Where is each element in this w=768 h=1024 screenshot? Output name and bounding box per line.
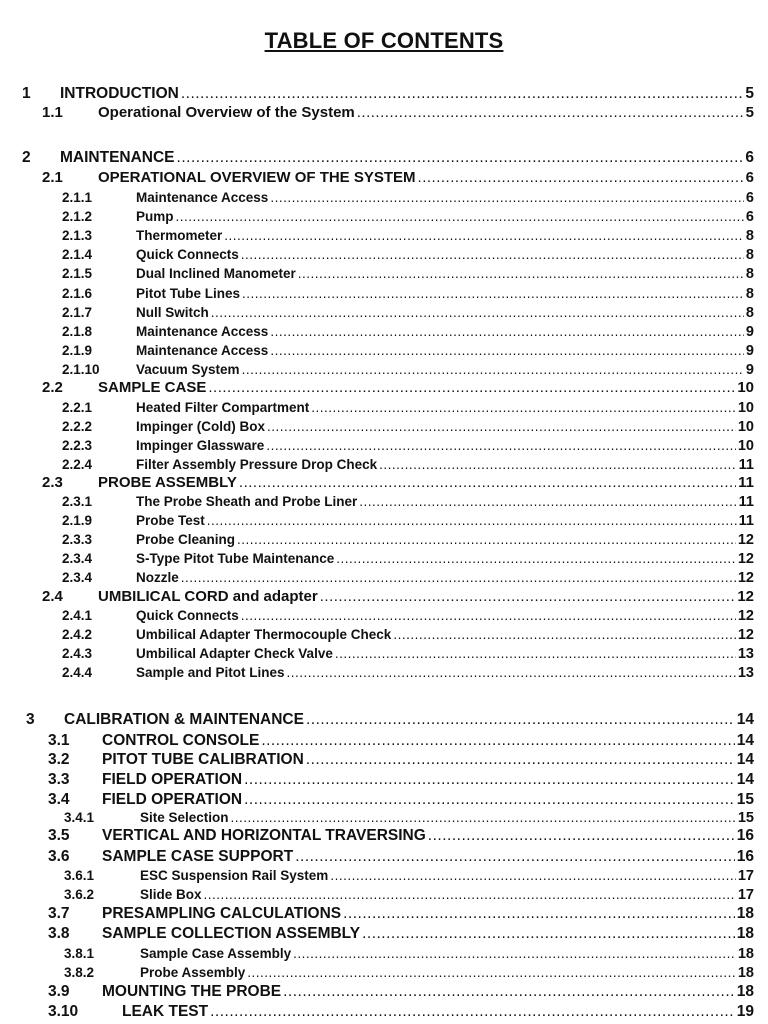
toc-entry-subsection[interactable] bbox=[0, 436, 768, 455]
dot-leader bbox=[335, 644, 736, 663]
toc-page-number: 8 bbox=[745, 305, 754, 321]
toc-section-number: 2 bbox=[22, 149, 31, 166]
toc-section-number: 2.2.1 bbox=[62, 400, 93, 415]
toc-entry-section[interactable] bbox=[0, 473, 768, 492]
dot-leader bbox=[204, 885, 736, 904]
toc-entry-section[interactable] bbox=[0, 750, 768, 769]
toc-page-number: 13 bbox=[737, 646, 754, 662]
dot-leader bbox=[210, 1002, 735, 1021]
dot-leader bbox=[287, 663, 736, 682]
toc-page-number: 12 bbox=[737, 532, 754, 548]
toc-page-number: 6 bbox=[745, 149, 754, 166]
toc-page-number: 15 bbox=[737, 810, 754, 826]
toc-section-number: 3.6.1 bbox=[64, 868, 95, 883]
toc-section-title: FIELD OPERATION bbox=[102, 771, 243, 788]
dot-leader bbox=[283, 982, 735, 1001]
toc-entry-subsection[interactable] bbox=[0, 245, 768, 264]
dot-leader bbox=[336, 549, 736, 568]
toc-entry-subsection[interactable] bbox=[0, 644, 768, 663]
dot-leader bbox=[362, 924, 735, 943]
toc-page-number: 16 bbox=[736, 827, 754, 844]
toc-section-title: Heated Filter Compartment bbox=[136, 400, 310, 415]
toc-section-title: Maintenance Access bbox=[136, 190, 269, 205]
toc-section-number: 2.1.4 bbox=[62, 247, 93, 262]
toc-section-title: Vacuum System bbox=[136, 362, 240, 377]
toc-section-title: INTRODUCTION bbox=[60, 85, 179, 102]
toc-section-title: Sample Case Assembly bbox=[140, 946, 292, 961]
toc-entry-subsection[interactable] bbox=[0, 284, 768, 303]
dot-leader bbox=[244, 790, 735, 809]
toc-entry-chapter[interactable] bbox=[0, 710, 768, 729]
dot-leader bbox=[211, 303, 744, 322]
dot-leader bbox=[231, 808, 736, 827]
dot-leader bbox=[295, 847, 735, 866]
dot-leader bbox=[330, 866, 736, 885]
toc-section-title: LEAK TEST bbox=[122, 1003, 209, 1020]
toc-entry-subsection[interactable] bbox=[0, 549, 768, 568]
toc-section-number: 2.1.2 bbox=[62, 209, 93, 224]
toc-section-number: 2.1.6 bbox=[62, 286, 93, 301]
toc-page-number: 19 bbox=[736, 1003, 754, 1020]
toc-section-title: VERTICAL AND HORIZONTAL TRAVERSING bbox=[102, 827, 426, 844]
toc-section-title: Thermometer bbox=[136, 228, 223, 243]
toc-section-title: SAMPLE COLLECTION ASSEMBLY bbox=[102, 925, 361, 942]
toc-section-title: Quick Connects bbox=[136, 608, 239, 623]
toc-entry-section[interactable] bbox=[0, 924, 768, 943]
dot-leader bbox=[379, 455, 737, 474]
toc-page-number: 11 bbox=[738, 474, 754, 491]
toc-page-number: 11 bbox=[738, 494, 754, 510]
toc-section-title: Filter Assembly Pressure Drop Check bbox=[136, 457, 378, 472]
toc-section-title: Impinger (Cold) Box bbox=[136, 419, 265, 434]
toc-entry-section[interactable] bbox=[0, 826, 768, 845]
toc-section-title: Nozzle bbox=[136, 570, 179, 585]
toc-section-title: Umbilical Adapter Check Valve bbox=[136, 646, 333, 661]
dot-leader bbox=[237, 530, 736, 549]
toc-section-title: Impinger Glassware bbox=[136, 438, 265, 453]
toc-page-number: 5 bbox=[745, 85, 754, 102]
toc-entry-subsection[interactable] bbox=[0, 963, 768, 982]
toc-page-number: 6 bbox=[745, 209, 754, 225]
dot-leader bbox=[270, 322, 744, 341]
toc-page-number: 9 bbox=[745, 324, 754, 340]
toc-section-number: 2.2.2 bbox=[62, 419, 93, 434]
dot-leader bbox=[311, 398, 736, 417]
toc-page-number: 18 bbox=[736, 925, 754, 942]
toc-section-number: 3.8 bbox=[48, 925, 70, 942]
toc-entry-subsection[interactable] bbox=[0, 663, 768, 682]
toc-section-title: SAMPLE CASE bbox=[98, 379, 207, 396]
toc-entry-section[interactable] bbox=[0, 378, 768, 397]
dot-leader bbox=[181, 84, 744, 103]
toc-section-number: 1.1 bbox=[42, 104, 63, 121]
toc-section-number: 3.3 bbox=[48, 771, 70, 788]
toc-section-number: 2.4 bbox=[42, 588, 63, 605]
dot-leader bbox=[306, 710, 735, 729]
toc-section-title: Probe Cleaning bbox=[136, 532, 236, 547]
toc-entry-section[interactable] bbox=[0, 904, 768, 923]
toc-page-number: 12 bbox=[737, 627, 754, 643]
toc-page-number: 10 bbox=[737, 400, 754, 416]
dot-leader bbox=[208, 378, 735, 397]
toc-page-number: 17 bbox=[737, 868, 754, 884]
toc-entry-subsection[interactable] bbox=[0, 866, 768, 885]
toc-page-number: 14 bbox=[736, 771, 754, 788]
toc-entry-subsection[interactable] bbox=[0, 511, 768, 530]
toc-section-number: 2.2 bbox=[42, 379, 63, 396]
toc-section-title: Null Switch bbox=[136, 305, 209, 320]
toc-entry-subsection[interactable] bbox=[0, 808, 768, 827]
toc-page-number: 17 bbox=[737, 887, 754, 903]
toc-section-title: Probe Test bbox=[136, 513, 205, 528]
toc-entry-subsection[interactable] bbox=[0, 944, 768, 963]
toc-section-number: 2.4.4 bbox=[62, 665, 93, 680]
toc-entry-subsection[interactable] bbox=[0, 207, 768, 226]
toc-section-title: Quick Connects bbox=[136, 247, 239, 262]
toc-section-number: 2.2.3 bbox=[62, 438, 93, 453]
toc-section-title: Dual Inclined Manometer bbox=[136, 266, 296, 281]
toc-entry-section[interactable] bbox=[0, 103, 768, 122]
toc-page-number: 12 bbox=[737, 551, 754, 567]
toc-section-number: 3 bbox=[26, 711, 35, 728]
dot-leader bbox=[176, 207, 744, 226]
toc-entry-section[interactable] bbox=[0, 847, 768, 866]
toc-entry-subsection[interactable] bbox=[0, 625, 768, 644]
toc-section-number: 2.4.2 bbox=[62, 627, 93, 642]
dot-leader bbox=[393, 625, 736, 644]
toc-section-title: The Probe Sheath and Probe Liner bbox=[136, 494, 358, 509]
toc-entry-subsection[interactable] bbox=[0, 188, 768, 207]
toc-section-number: 2.3.3 bbox=[62, 532, 93, 547]
toc-section-number: 2.3.4 bbox=[62, 551, 93, 566]
toc-page-number: 14 bbox=[736, 751, 754, 768]
toc-section-number: 3.8.1 bbox=[64, 946, 95, 961]
toc-section-number: 2.1.10 bbox=[62, 362, 100, 377]
toc-page-number: 12 bbox=[737, 570, 754, 586]
toc-entry-section[interactable] bbox=[0, 587, 768, 606]
toc-section-title: OPERATIONAL OVERVIEW OF THE SYSTEM bbox=[98, 169, 416, 186]
toc-section-title: CONTROL CONSOLE bbox=[102, 732, 260, 749]
toc-entry-subsection[interactable] bbox=[0, 455, 768, 474]
toc-entry-subsection[interactable] bbox=[0, 264, 768, 283]
toc-section-number: 3.6 bbox=[48, 848, 70, 865]
toc-page-number: 18 bbox=[736, 905, 754, 922]
toc-section-number: 3.5 bbox=[48, 827, 70, 844]
page-title: TABLE OF CONTENTS bbox=[264, 28, 504, 53]
toc-section-title: Operational Overview of the System bbox=[98, 104, 355, 121]
toc-section-number: 2.2.4 bbox=[62, 457, 93, 472]
toc-entry-subsection[interactable] bbox=[0, 398, 768, 417]
toc-page-number: 11 bbox=[738, 457, 754, 473]
toc-section-number: 3.8.2 bbox=[64, 965, 95, 980]
toc-section-title: FIELD OPERATION bbox=[102, 791, 243, 808]
toc-entry-subsection[interactable] bbox=[0, 492, 768, 511]
dot-leader bbox=[418, 168, 744, 187]
toc-page-number: 9 bbox=[745, 362, 754, 378]
toc-entry-section[interactable] bbox=[0, 982, 768, 1001]
toc-section-number: 3.4 bbox=[48, 791, 70, 808]
toc-page-number: 8 bbox=[745, 228, 754, 244]
toc-entry-subsection[interactable] bbox=[0, 226, 768, 245]
toc-page-number: 9 bbox=[745, 343, 754, 359]
toc-section-number: 2.1.5 bbox=[62, 266, 93, 281]
toc-section-number: 3.2 bbox=[48, 751, 70, 768]
toc-page-number: 8 bbox=[745, 247, 754, 263]
toc-entry-subsection[interactable] bbox=[0, 303, 768, 322]
toc-section-title: PITOT TUBE CALIBRATION bbox=[102, 751, 304, 768]
dot-leader bbox=[267, 417, 736, 436]
toc-section-title: Pump bbox=[136, 209, 174, 224]
toc-page-number: 6 bbox=[745, 190, 754, 206]
toc-page-number: 18 bbox=[736, 983, 754, 1000]
toc-section-title: MOUNTING THE PROBE bbox=[102, 983, 282, 1000]
dot-leader bbox=[244, 770, 735, 789]
dot-leader bbox=[293, 944, 736, 963]
dot-leader bbox=[242, 360, 744, 379]
toc-section-title: SAMPLE CASE SUPPORT bbox=[102, 848, 294, 865]
dot-leader bbox=[306, 750, 735, 769]
toc-entry-chapter[interactable] bbox=[0, 84, 768, 103]
toc-page-number: 18 bbox=[737, 965, 754, 981]
toc-section-number: 2.1.3 bbox=[62, 228, 93, 243]
dot-leader bbox=[242, 284, 744, 303]
toc-section-title: Umbilical Adapter Thermocouple Check bbox=[136, 627, 392, 642]
toc-entry-chapter[interactable] bbox=[0, 148, 768, 167]
dot-leader bbox=[266, 436, 736, 455]
toc-entry-subsection[interactable] bbox=[0, 417, 768, 436]
toc-section-number: 3.4.1 bbox=[64, 810, 95, 825]
toc-section-number: 3.10 bbox=[48, 1003, 79, 1020]
dot-leader bbox=[298, 264, 744, 283]
toc-section-title: S-Type Pitot Tube Maintenance bbox=[136, 551, 335, 566]
toc-entry-subsection[interactable] bbox=[0, 885, 768, 904]
dot-leader bbox=[343, 904, 735, 923]
toc-section-number: 2.1.1 bbox=[62, 190, 93, 205]
toc-section-title: Site Selection bbox=[140, 810, 229, 825]
toc-entry-section[interactable] bbox=[0, 790, 768, 809]
toc-entry-section[interactable] bbox=[0, 770, 768, 789]
dot-leader bbox=[270, 188, 744, 207]
toc-page-number: 10 bbox=[737, 438, 754, 454]
toc-entry-subsection[interactable] bbox=[0, 568, 768, 587]
dot-leader bbox=[261, 731, 734, 750]
toc-page-number: 14 bbox=[736, 711, 754, 728]
toc-entry-subsection[interactable] bbox=[0, 606, 768, 625]
toc-entry-section[interactable] bbox=[0, 168, 768, 187]
toc-section-number: 2.3.1 bbox=[62, 494, 93, 509]
toc-page-number: 5 bbox=[745, 104, 754, 121]
dot-leader bbox=[241, 245, 744, 264]
toc-section-number: 3.9 bbox=[48, 983, 70, 1000]
dot-leader bbox=[359, 492, 736, 511]
dot-leader bbox=[177, 148, 744, 167]
toc-section-title: PRESAMPLING CALCULATIONS bbox=[102, 905, 342, 922]
toc-section-number: 2.4.3 bbox=[62, 646, 93, 661]
dot-leader bbox=[270, 341, 744, 360]
toc-section-title: Maintenance Access bbox=[136, 324, 269, 339]
toc-page-number: 10 bbox=[737, 419, 754, 435]
toc-section-number: 3.7 bbox=[48, 905, 70, 922]
toc-page-number: 6 bbox=[745, 169, 754, 186]
toc-page-number: 12 bbox=[737, 588, 754, 605]
toc-section-number: 2.4.1 bbox=[62, 608, 93, 623]
toc-section-number: 2.3.4 bbox=[62, 570, 93, 585]
dot-leader bbox=[224, 226, 744, 245]
toc-section-title: PROBE ASSEMBLY bbox=[98, 474, 237, 491]
toc-page-number: 8 bbox=[745, 286, 754, 302]
toc-section-title: ESC Suspension Rail System bbox=[140, 868, 329, 883]
dot-leader bbox=[207, 511, 737, 530]
toc-page-number: 10 bbox=[737, 379, 754, 396]
toc-section-title: Pitot Tube Lines bbox=[136, 286, 240, 301]
dot-leader bbox=[241, 606, 736, 625]
toc-page-number: 8 bbox=[745, 266, 754, 282]
toc-entry-section[interactable] bbox=[0, 1002, 768, 1021]
toc-page-number: 15 bbox=[736, 791, 754, 808]
toc-entry-section[interactable] bbox=[0, 731, 768, 750]
toc-section-number: 2.3 bbox=[42, 474, 63, 491]
toc-section-number: 2.1.9 bbox=[62, 343, 93, 358]
toc-section-title: Probe Assembly bbox=[140, 965, 246, 980]
toc-entry-subsection[interactable] bbox=[0, 360, 768, 379]
toc-section-number: 1 bbox=[22, 85, 31, 102]
toc-section-title: MAINTENANCE bbox=[60, 149, 175, 166]
toc-section-title: CALIBRATION & MAINTENANCE bbox=[64, 711, 304, 728]
toc-section-number: 3.6.2 bbox=[64, 887, 95, 902]
toc-page-number: 11 bbox=[738, 513, 754, 529]
toc-section-number: 2.1 bbox=[42, 169, 63, 186]
dot-leader bbox=[357, 103, 744, 122]
dot-leader bbox=[428, 826, 735, 845]
toc-section-title: Sample and Pitot Lines bbox=[136, 665, 285, 680]
toc-page-number: 18 bbox=[737, 946, 754, 962]
dot-leader bbox=[320, 587, 736, 606]
toc-page-number: 12 bbox=[737, 608, 754, 624]
toc-entry-subsection[interactable] bbox=[0, 341, 768, 360]
toc-page-number: 14 bbox=[736, 732, 754, 749]
toc-section-title: Slide Box bbox=[140, 887, 202, 902]
dot-leader bbox=[247, 963, 736, 982]
toc-section-title: UMBILICAL CORD and adapter bbox=[98, 588, 318, 605]
toc-section-number: 3.1 bbox=[48, 732, 70, 749]
toc-page-number: 13 bbox=[737, 665, 754, 681]
toc-section-number: 2.1.8 bbox=[62, 324, 93, 339]
toc-section-number: 2.1.9 bbox=[62, 513, 93, 528]
dot-leader bbox=[239, 473, 736, 492]
toc-entry-subsection[interactable] bbox=[0, 530, 768, 549]
toc-page-number: 16 bbox=[736, 848, 754, 865]
toc-section-number: 2.1.7 bbox=[62, 305, 93, 320]
toc-entry-subsection[interactable] bbox=[0, 322, 768, 341]
toc-section-title: Maintenance Access bbox=[136, 343, 269, 358]
dot-leader bbox=[181, 568, 736, 587]
